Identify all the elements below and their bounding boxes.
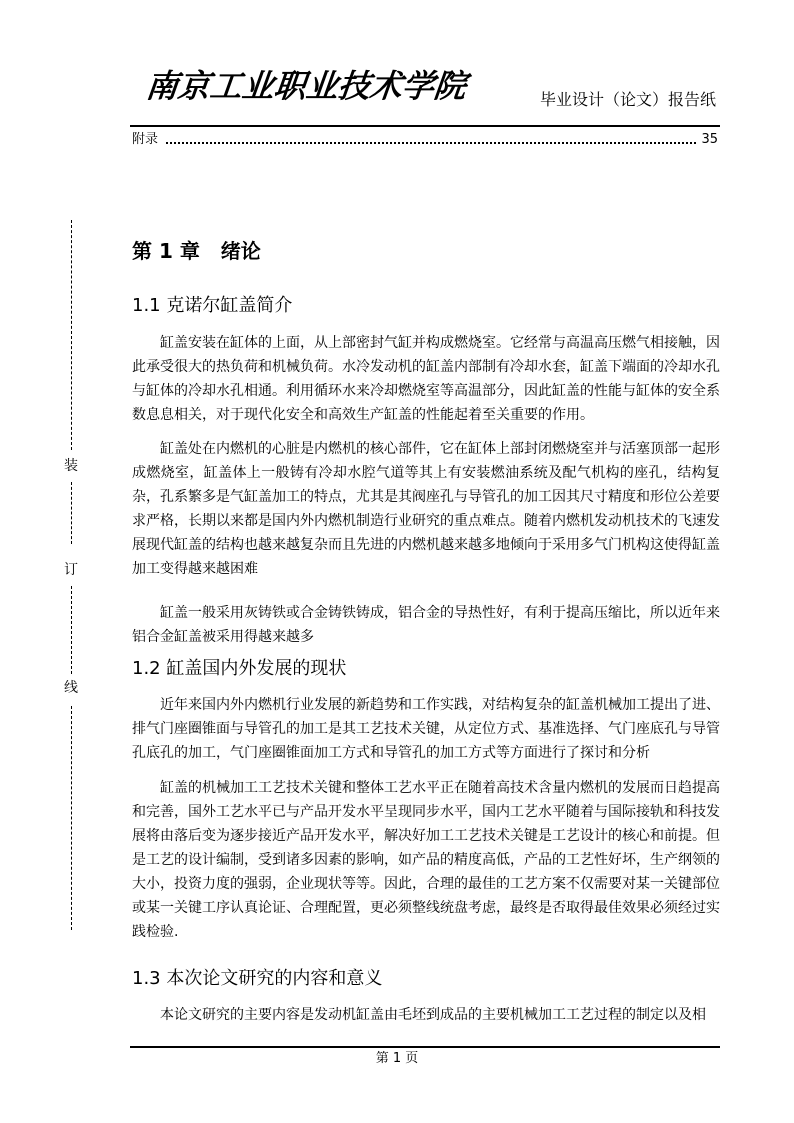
section-heading-1-2: 1.2 缸盖国内外发展的现状 xyxy=(132,658,347,679)
toc-page-number: 35 xyxy=(697,131,718,149)
binding-line xyxy=(71,706,72,930)
paragraph: 缸盖处在内燃机的心脏是内燃机的核心部件，它在缸体上部封闭燃烧室并与活塞顶部一起形成燃烧室，缸盖体上一般铸有冷却水腔气道等其上有安装燃油系统及配气机构的座孔，结构复杂，孔系繁多是气缸盖加工的特点，尤其是其阀座孔与导管孔的加工因其尺寸精度和形位公差要求严格，长期以来都是国内外内燃机制造行业研究的重点难点。随着内燃机发动机技术的飞速发展现代缸盖的结构也越来越复杂而且先进的内燃机越来越多地倾向于采用多气门机构这使得缸盖加工变得越来越困难 xyxy=(132,441,720,577)
binding-char-zhuang: 装 xyxy=(64,458,78,474)
paragraph: 本论文研究的主要内容是发动机缸盖由毛坯到成品的主要机械加工工艺过程的制定以及相 xyxy=(160,1007,706,1023)
toc-leader-dots xyxy=(166,142,696,144)
binding-line xyxy=(71,586,72,674)
binding-line xyxy=(71,482,72,544)
paragraph: 缸盖安装在缸体的上面，从上部密封气缸并构成燃烧室。它经常与高温高压燃气相接触，因此承受很大的热负荷和机械负荷。水冷发动机的缸盖内部制有冷却水套，缸盖下端面的冷却水孔与缸体的冷却水孔相通。利用循环水来冷却燃烧室等高温部分，因此缸盖的性能与缸体的安全系数息息相关，对于现代化安全和高效生产缸盖的性能起着至关重要的作用。 xyxy=(132,335,720,423)
page-number: 第 1 页 xyxy=(375,1051,419,1066)
footer-rule xyxy=(130,1046,720,1048)
toc-entry[interactable] xyxy=(132,131,718,149)
report-paper-title: 毕业设计（论文）报告纸 xyxy=(540,90,717,109)
paragraph: 缸盖一般采用灰铸铁或合金铸铁铸成，铝合金的导热性好，有利于提高压缩比，所以近年来铝合金缸盖被采用得越来越多 xyxy=(132,605,720,645)
paragraph: 近年来国内外内燃机行业发展的新趋势和工作实践，对结构复杂的缸盖机械加工提出了进、排气门座圈锥面与导管孔的加工是其工艺技术关键，从定位方式、基准选择、气门座底孔与导管孔底孔的加工，气门座圈锥面加工方式和导管孔的加工方式等方面进行了探讨和分析 xyxy=(132,697,720,761)
section-heading-1-1: 1.1 克诺尔缸盖简介 xyxy=(132,295,293,316)
toc-label: 附录 xyxy=(132,131,162,149)
binding-line xyxy=(71,220,72,450)
college-logo: 南京工业职业技术学院 xyxy=(144,67,469,105)
binding-char-ding: 订 xyxy=(64,562,78,578)
section-heading-1-3: 1.3 本次论文研究的内容和意义 xyxy=(132,968,383,989)
binding-char-xian: 线 xyxy=(64,680,78,696)
paragraph: 缸盖的机械加工工艺技术关键和整体工艺水平正在随着高技术含量内燃机的发展而日趋提高和完善，国外工艺水平已与产品开发水平呈现同步水平，国内工艺水平随着与国际接轨和科技发展将由落后变为逐步接近产品开发水平，解决好加工工艺技术关键是工艺设计的核心和前提。但是工艺的设计编制，受到诸多因素的影响，如产品的精度高低，产品的工艺性好坏，生产纲领的大小，投资力度的强弱，企业现状等等。因此，合理的最佳的工艺方案不仅需要对某一关键部位或某一关键工序认真论证、合理配置，更必须整线统盘考虑，最终是否取得最佳效果必须经过实践检验. xyxy=(132,780,720,940)
chapter-title: 第 1 章 绪论 xyxy=(132,239,261,263)
header-rule xyxy=(130,125,720,127)
